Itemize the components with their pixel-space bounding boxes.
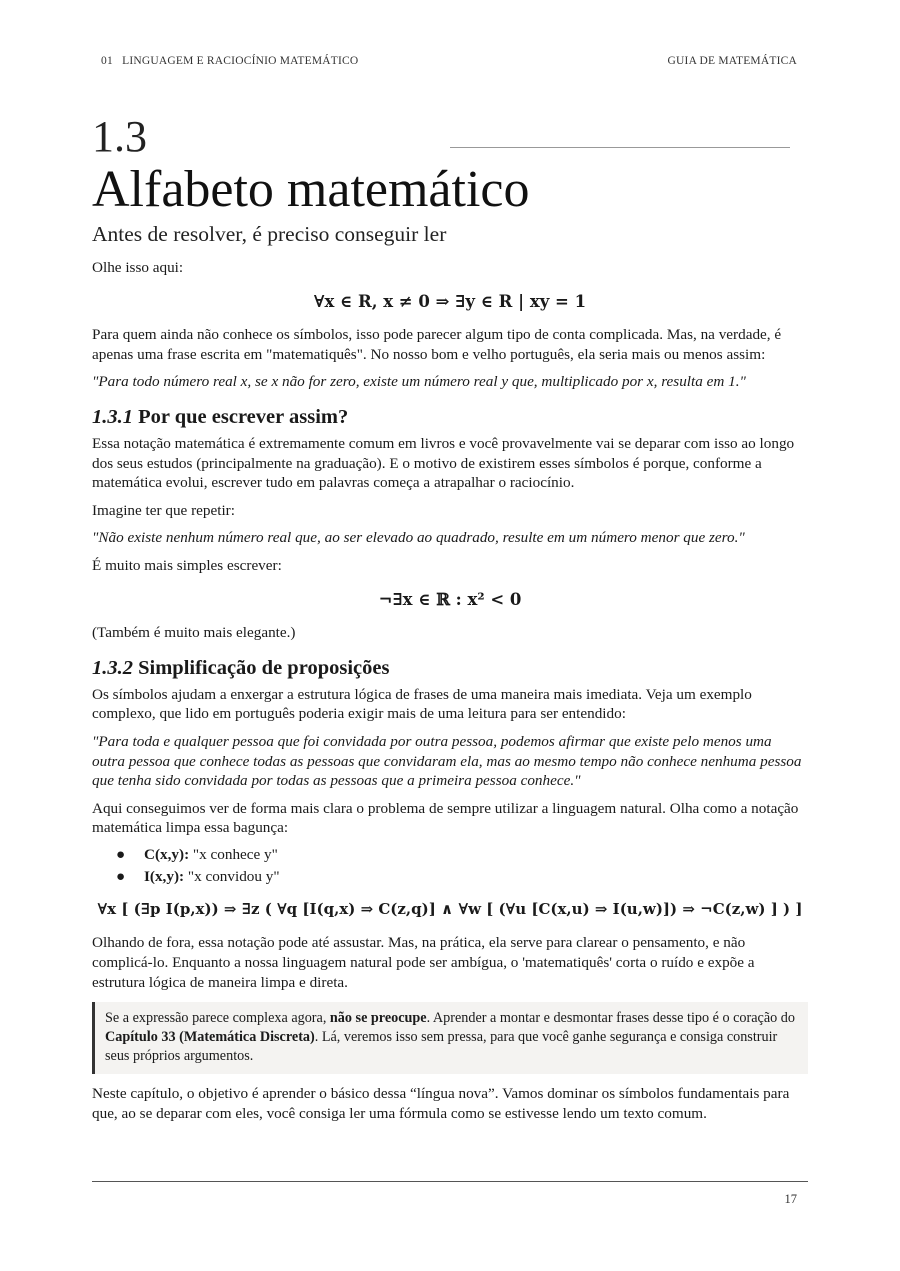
note-emphasis: não se preocupe [329, 1010, 427, 1027]
intro-paragraph: Para quem ainda não conhece os símbolos, isso pode parecer algum tipo de conta complicada. Mas, na verdade, é apenas uma frase escrita em "matematiquês". No nosso bom e velho português, ela seria mais ou menos assim: [92, 326, 782, 363]
section1-elegant: (Também é muito mais elegante.) [92, 624, 296, 642]
intro-quote: "Para todo número real x, se x não for zero, existe um número real y que, multiplicado por x, resulta em 1." [92, 373, 746, 391]
intro-lead: Olhe isso aqui: [92, 259, 184, 276]
definition-meaning: "x conhece y" [192, 845, 278, 863]
callout-note [92, 1002, 808, 1074]
chapter-number: 1.3 [92, 112, 147, 161]
section-heading-1-3-1 [92, 404, 808, 430]
page-content [92, 112, 808, 1123]
definition-meaning: "x convidou y" [187, 867, 280, 885]
chapter-divider [450, 147, 790, 148]
chapter-subtitle: Antes de resolver, é preciso conseguir ler [92, 222, 447, 246]
section-heading-1-3-2 [92, 655, 808, 681]
section1-imagine: Imagine ter que repetir: [92, 501, 235, 519]
list-item [116, 866, 808, 888]
section-title: Simplificação de proposições [138, 656, 390, 679]
note-text: . Aprender a montar e desmontar frases desse tipo é o coração do [426, 1010, 795, 1027]
bullet-icon: ● [116, 867, 126, 885]
footer-divider [92, 1181, 808, 1182]
section1-formula: ¬∃x ∈ ℝ : x² < 0 [378, 589, 522, 609]
section1-paragraph: Essa notação matemática é extremamente comum em livros e você provavelmente vai se deparar com isso ao longo dos seus estudos (principalmente na graduação). E o motivo de existirem esses símbolos é porque, conforme a matemática evolui, escrever tudo em palavras começa a atrapalhar o raciocínio. [92, 434, 795, 492]
section2-quote: "Para toda e qualquer pessoa que foi convidada por outra pessoa, podemos afirmar que existe pelo menos uma outra pessoa que conhece todas as pessoas que convidaram ela, mas ao mesmo tempo não conhece nenhuma pessoa que tenha sido convidada por todas as pessoas que a primeira pessoa conhece." [92, 732, 802, 790]
header-book-title: GUIA DE MATEMÁTICA [667, 55, 797, 67]
section2-paragraph2: Aqui conseguimos ver de forma mais clara o problema de sempre utilizar a linguagem natural. Olha como a notação matemática limpa essa bagunça: [92, 799, 799, 837]
section-number: 1.3.2 [92, 656, 133, 679]
section2-paragraph: Os símbolos ajudam a enxergar a estrutura lógica de frases de uma maneira mais imediata. Veja um exemplo complexo, que lido em português poderia exigir mais de uma leitura para ser entendido: [92, 685, 752, 723]
note-text: . Lá, veremos isso sem pressa, para que você ganhe segurança e consiga construir seus próprios argumentos. [105, 1029, 778, 1065]
section2-paragraph3: Olhando de fora, essa notação pode até assustar. Mas, na prática, ela serve para clarear o pensamento, e não complicá-lo. Enquanto a nossa linguagem natural pode ser ambígua, o 'matematiquês' corta o ruído e expõe a estrutura lógica de maneira limpa e direta. [92, 934, 755, 991]
page-number: 17 [784, 1192, 797, 1206]
intro-formula: ∀x ∈ R, x ≠ 0 ⇒ ∃y ∈ R | xy = 1 [313, 291, 587, 311]
bullet-icon: ● [116, 845, 126, 863]
closing-paragraph: Neste capítulo, o objetivo é aprender o básico dessa “língua nova”. Vamos dominar os símbolos fundamentais para que, ao se deparar com eles, você consiga ler uma fórmula como se estivesse lendo um texto comum. [92, 1085, 790, 1122]
header-chapter-label: 01 LINGUAGEM E RACIOCÍNIO MATEMÁTICO [101, 55, 359, 67]
running-header [101, 55, 797, 67]
section1-simpler: É muito mais simples escrever: [92, 556, 282, 574]
section2-formula: ∀x [ (∃p I(p,x)) ⇒ ∃z ( ∀q [I(q,x) ⇒ C(z,q)] ∧ ∀w [ (∀u [C(x,u) ⇒ I(u,w)]) ⇒ ¬C(z,w) ] ) ] [97, 899, 803, 918]
chapter-title: Alfabeto matemático [92, 161, 530, 218]
section-number: 1.3.1 [92, 405, 133, 428]
list-item [116, 844, 808, 866]
definition-term: I(x,y): [144, 867, 185, 885]
note-text: Se a expressão parece complexa agora, [105, 1010, 330, 1027]
definition-term: C(x,y): [144, 845, 190, 863]
section1-quote: "Não existe nenhum número real que, ao ser elevado ao quadrado, resulte em um número menor que zero." [92, 529, 745, 547]
predicate-definitions [92, 844, 808, 888]
section-title: Por que escrever assim? [138, 405, 349, 428]
note-chapter-reference: Capítulo 33 (Matemática Discreta) [105, 1029, 315, 1046]
